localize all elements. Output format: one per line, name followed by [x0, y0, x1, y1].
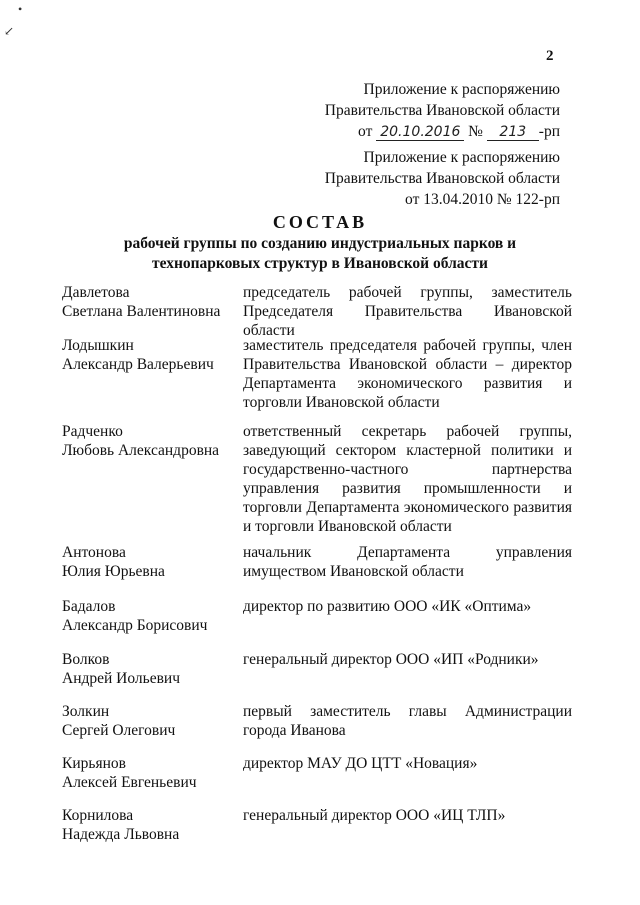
number-sign: №: [468, 123, 483, 140]
member-surname: Лодышкин: [62, 337, 134, 354]
number-suffix: -рп: [538, 123, 560, 140]
member-role: первый заместитель главы Администрации города Иванова: [243, 703, 572, 739]
member-given-names: Алексей Евгеньевич: [62, 774, 197, 791]
member-name: [62, 543, 237, 581]
member-name: [62, 702, 237, 740]
member-given-names: Андрей Иольевич: [62, 670, 181, 687]
member-role: заместитель председателя рабочей группы, член Правительства Ивановской области – директор Департамента экономического развития и торговли Ивановской области: [243, 337, 572, 411]
document-subtitle: [90, 234, 550, 274]
appendix-original-line2: Правительства Ивановской области: [324, 170, 560, 187]
member-name: [62, 806, 237, 844]
member-surname: Золкин: [62, 703, 110, 720]
member-name: [62, 650, 237, 688]
member-role: директор МАУ ДО ЦТТ «Новация»: [243, 755, 478, 772]
subtitle-line1: рабочей группы по созданию индустриальных парков и: [123, 235, 517, 252]
member-role: начальник Департамента управления имуществом Ивановской области: [243, 544, 572, 580]
appendix-original-line1: Приложение к распоряжению: [363, 149, 560, 166]
member-role: ответственный секретарь рабочей группы, заведующий сектором кластерной политики и государственно-частного партнерства управления развития промышленности и торговли Департамента экономического развития и торговли Ивановской области: [243, 423, 572, 535]
member-name: [62, 754, 237, 792]
appendix-current-line1: Приложение к распоряжению: [363, 81, 560, 98]
member-surname: Радченко: [62, 423, 123, 440]
member-name: [62, 283, 237, 321]
member-role: председатель рабочей группы, заместитель Председателя Правительства Ивановской области: [243, 284, 572, 339]
appendix-current-line3: [325, 121, 560, 142]
appendix-original: [325, 147, 560, 210]
page-number: 2: [546, 48, 554, 64]
handwritten-date: 20.10.2016: [376, 125, 464, 141]
member-given-names: Надежда Львовна: [62, 826, 180, 843]
member-surname: Волков: [62, 651, 110, 668]
member-given-names: Светлана Валентиновна: [62, 303, 221, 320]
member-role: генеральный директор ООО «ИП «Родники»: [243, 651, 539, 668]
appendix-current: [325, 79, 560, 142]
member-role: генеральный директор ООО «ИЦ ТЛП»: [243, 807, 506, 824]
member-name: [62, 422, 237, 460]
handwritten-number: 213: [487, 125, 539, 141]
member-surname: Кирьянов: [62, 755, 126, 772]
scan-tick-mark: ↙: [4, 24, 15, 38]
member-surname: Антонова: [62, 544, 126, 561]
member-name: [62, 336, 237, 374]
member-given-names: Любовь Александровна: [62, 442, 220, 459]
member-given-names: Александр Борисович: [62, 617, 208, 634]
subtitle-line2: технопарковых структур в Ивановской области: [152, 255, 488, 272]
member-role: директор по развитию ООО «ИК «Оптима»: [243, 598, 532, 615]
scan-dot-mark: •: [18, 2, 23, 16]
member-given-names: Александр Валерьевич: [62, 356, 214, 373]
document-title: СОСТАВ: [272, 212, 368, 232]
appendix-original-line3: от 13.04.2010 № 122-рп: [405, 191, 560, 208]
member-surname: Бадалов: [62, 598, 116, 615]
member-given-names: Сергей Олегович: [62, 722, 176, 739]
member-given-names: Юлия Юрьевна: [62, 563, 165, 580]
from-prefix: от: [358, 123, 373, 140]
member-name: [62, 597, 237, 635]
appendix-current-line2: Правительства Ивановской области: [324, 102, 560, 119]
member-surname: Давлетова: [62, 284, 130, 301]
member-surname: Корнилова: [62, 807, 134, 824]
